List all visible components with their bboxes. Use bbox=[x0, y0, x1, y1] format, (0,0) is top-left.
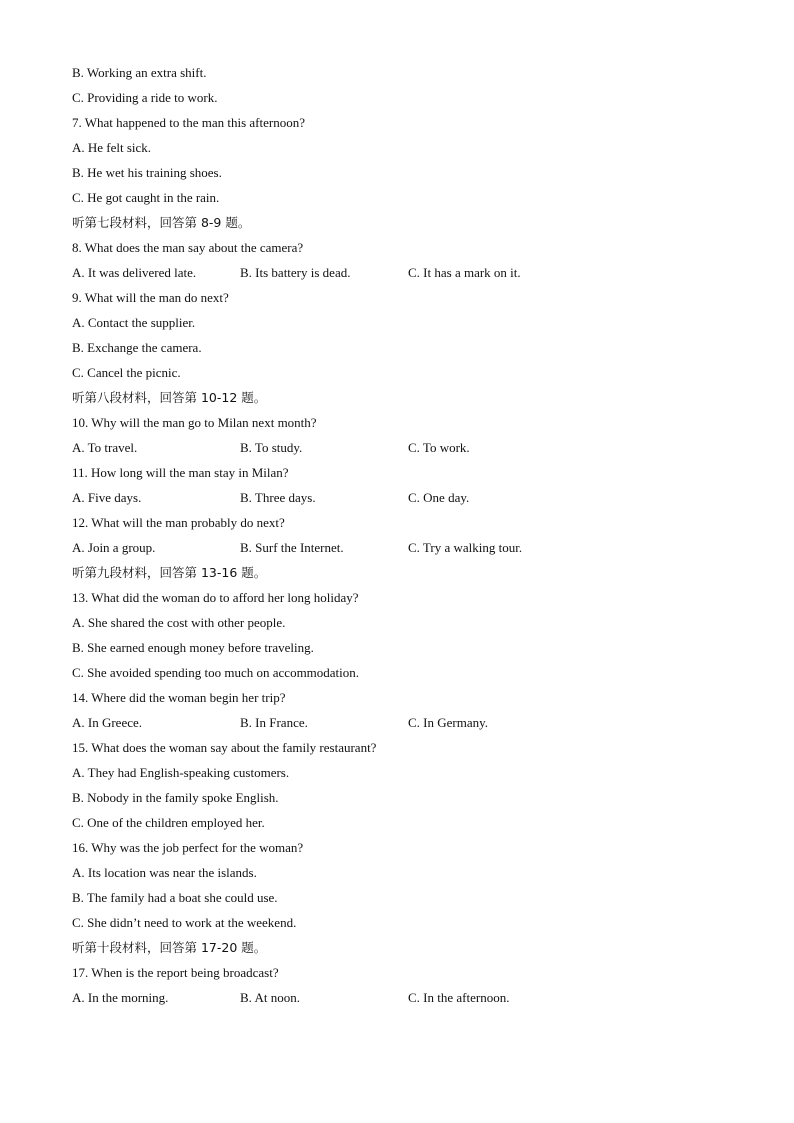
option-line: A. He felt sick. bbox=[72, 140, 152, 155]
option-line: A. Contact the supplier. bbox=[72, 315, 196, 330]
option-line: B. She earned enough money before traveling. bbox=[72, 640, 314, 655]
section-heading: 听第七段材料，回答第 8-9 题。 bbox=[72, 215, 251, 230]
option-line: B. He wet his training shoes. bbox=[72, 165, 222, 180]
option-line: A. Its location was near the islands. bbox=[72, 865, 257, 880]
option-line: A. She shared the cost with other people. bbox=[72, 615, 286, 630]
section-heading: 听第八段材料，回答第 10-12 题。 bbox=[72, 390, 267, 405]
option-c: C. In the afternoon. bbox=[408, 990, 510, 1005]
section-heading: 听第九段材料，回答第 13-16 题。 bbox=[72, 565, 267, 580]
option-b: B. Surf the Internet. bbox=[240, 540, 344, 555]
question-10: 10. Why will the man go to Milan next month? bbox=[72, 415, 317, 430]
option-b: B. At noon. bbox=[240, 990, 300, 1005]
option-c: C. To work. bbox=[408, 440, 470, 455]
options-row bbox=[72, 985, 732, 1010]
options-row bbox=[72, 485, 732, 510]
option-a: A. To travel. bbox=[72, 440, 138, 455]
question-11: 11. How long will the man stay in Milan? bbox=[72, 465, 289, 480]
options-row bbox=[72, 535, 732, 560]
question-13: 13. What did the woman do to afford her long holiday? bbox=[72, 590, 359, 605]
option-a: A. It was delivered late. bbox=[72, 265, 197, 280]
options-row bbox=[72, 710, 732, 735]
question-17: 17. When is the report being broadcast? bbox=[72, 965, 279, 980]
question-8: 8. What does the man say about the camera? bbox=[72, 240, 304, 255]
option-line: B. Nobody in the family spoke English. bbox=[72, 790, 279, 805]
option-b: B. Three days. bbox=[240, 490, 316, 505]
option-b: B. In France. bbox=[240, 715, 308, 730]
question-12: 12. What will the man probably do next? bbox=[72, 515, 285, 530]
option-line: C. Cancel the picnic. bbox=[72, 365, 181, 380]
option-line: B. Working an extra shift. bbox=[72, 65, 207, 80]
option-b: B. To study. bbox=[240, 440, 303, 455]
section-heading: 听第十段材料，回答第 17-20 题。 bbox=[72, 940, 267, 955]
option-c: C. In Germany. bbox=[408, 715, 489, 730]
question-9: 9. What will the man do next? bbox=[72, 290, 229, 305]
option-line: C. One of the children employed her. bbox=[72, 815, 265, 830]
option-a: A. Five days. bbox=[72, 490, 142, 505]
option-line: A. They had English-speaking customers. bbox=[72, 765, 290, 780]
option-line: C. She didn’t need to work at the weekend. bbox=[72, 915, 297, 930]
question-16: 16. Why was the job perfect for the woman? bbox=[72, 840, 304, 855]
option-a: A. Join a group. bbox=[72, 540, 156, 555]
option-line: C. Providing a ride to work. bbox=[72, 90, 218, 105]
option-b: B. Its battery is dead. bbox=[240, 265, 351, 280]
option-a: A. In the morning. bbox=[72, 990, 169, 1005]
options-row bbox=[72, 260, 732, 285]
option-c: C. One day. bbox=[408, 490, 470, 505]
option-c: C. It has a mark on it. bbox=[408, 265, 521, 280]
option-line: B. The family had a boat she could use. bbox=[72, 890, 278, 905]
option-line: C. He got caught in the rain. bbox=[72, 190, 220, 205]
question-14: 14. Where did the woman begin her trip? bbox=[72, 690, 286, 705]
option-line: C. She avoided spending too much on accommodation. bbox=[72, 665, 360, 680]
question-15: 15. What does the woman say about the family restaurant? bbox=[72, 740, 377, 755]
option-line: B. Exchange the camera. bbox=[72, 340, 202, 355]
option-c: C. Try a walking tour. bbox=[408, 540, 523, 555]
options-row bbox=[72, 435, 732, 460]
question-7: 7. What happened to the man this afternoon? bbox=[72, 115, 305, 130]
document-page bbox=[72, 60, 732, 1010]
option-a: A. In Greece. bbox=[72, 715, 143, 730]
